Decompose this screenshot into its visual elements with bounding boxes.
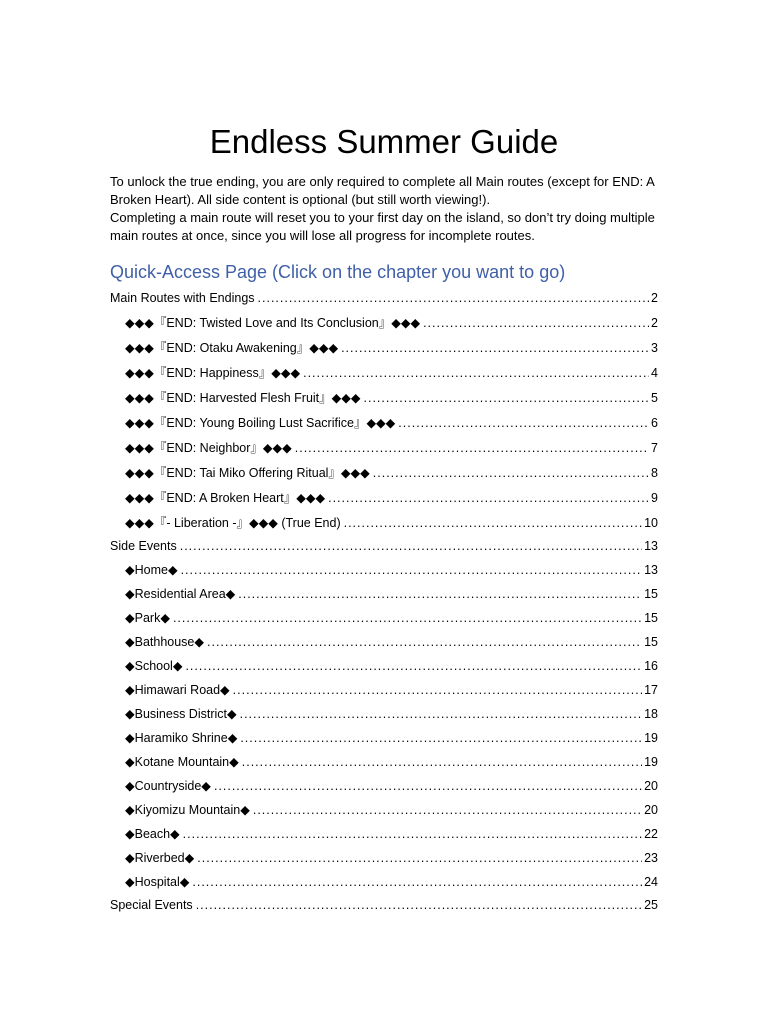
toc-entry-harvested-flesh-fruit[interactable] [110,381,658,406]
document-title: Endless Summer Guide [209,123,559,160]
toc-entry-park[interactable] [110,602,658,626]
table-of-contents [110,283,658,913]
toc-page-number: 2 [651,316,658,330]
toc-entry-label: ◆Kiyomizu Mountain◆ [125,803,250,817]
toc-entry-label: ◆Countryside◆ [125,779,211,793]
toc-entry-haramiko-shrine[interactable] [110,722,658,746]
toc-entry-label: ◆School◆ [125,659,183,673]
dot-leader [197,850,642,866]
toc-entry-label: ◆◆◆『END: Happiness』◆◆◆ [125,366,301,380]
toc-entry-label: Side Events [110,539,177,553]
toc-page-number: 15 [644,587,658,601]
intro-text [110,173,665,245]
toc-entry-label: ◆◆◆『END: Tai Miko Offering Ritual』◆◆◆ [125,466,370,480]
dot-leader [181,562,643,578]
toc-entry-residential-area[interactable] [110,578,658,602]
dot-leader [258,290,650,306]
toc-entry-kiyomizu-mountain[interactable] [110,794,658,818]
toc-entry-label: ◆Business District◆ [125,707,237,721]
toc-entry-label: Special Events [110,898,193,912]
toc-page-number: 13 [644,563,658,577]
toc-page-number: 20 [644,779,658,793]
toc-entry-label: ◆Kotane Mountain◆ [125,755,239,769]
toc-entry-label: ◆Riverbed◆ [125,851,195,865]
toc-entry-label: ◆Hospital◆ [125,875,190,889]
toc-page-number: 15 [644,635,658,649]
dot-leader [328,490,649,506]
toc-entry-special-events[interactable] [110,890,658,913]
dot-leader [303,365,649,381]
toc-page-number: 3 [651,341,658,355]
toc-entry-label: ◆◆◆『END: Otaku Awakening』◆◆◆ [125,341,339,355]
toc-entry-label: ◆◆◆『END: Young Boiling Lust Sacrifice』◆◆◆ [125,416,396,430]
toc-page-number: 24 [644,875,658,889]
toc-page-number: 23 [644,851,658,865]
toc-entry-countryside[interactable] [110,770,658,794]
toc-entry-label: ◆Bathhouse◆ [125,635,204,649]
toc-entry-himawari-road[interactable] [110,674,658,698]
toc-entry-happiness[interactable] [110,356,658,381]
toc-entry-broken-heart[interactable] [110,481,658,506]
toc-entry-label: ◆Himawari Road◆ [125,683,230,697]
toc-entry-label: ◆Home◆ [125,563,178,577]
toc-entry-label: ◆Haramiko Shrine◆ [125,731,238,745]
toc-entry-label: Main Routes with Endings [110,291,255,305]
toc-page-number: 19 [644,731,658,745]
toc-entry-beach[interactable] [110,818,658,842]
dot-leader [240,730,642,746]
toc-page-number: 4 [651,366,658,380]
dot-leader [183,826,642,842]
toc-page-number: 15 [644,611,658,625]
dot-leader [344,515,642,531]
dot-leader [185,658,642,674]
dot-leader [207,634,642,650]
toc-page-number: 19 [644,755,658,769]
intro-paragraph-2: Completing a main route will reset you to your first day on the island, so don’t try doing multiple main routes at once, since you will lose all progress for incomplete routes. [110,210,655,243]
toc-entry-main-routes[interactable] [110,283,658,306]
dot-leader [196,897,642,913]
toc-entry-young-boiling-lust[interactable] [110,406,658,431]
toc-entry-label: ◆Residential Area◆ [125,587,236,601]
dot-leader [295,440,649,456]
toc-page-number: 10 [644,516,658,530]
dot-leader [238,586,642,602]
dot-leader [180,538,642,554]
toc-entry-label: ◆◆◆『END: Twisted Love and Its Conclusion』◆◆◆ [125,316,421,330]
toc-page-number: 25 [644,898,658,912]
dot-leader [233,682,642,698]
toc-entry-hospital[interactable] [110,866,658,890]
dot-leader [192,874,642,890]
dot-leader [341,340,649,356]
toc-entry-label: ◆◆◆『- Liberation -』◆◆◆ (True End) [125,516,341,530]
dot-leader [253,802,642,818]
dot-leader [398,415,649,431]
toc-entry-bathhouse[interactable] [110,626,658,650]
dot-leader [373,465,649,481]
toc-entry-kotane-mountain[interactable] [110,746,658,770]
toc-entry-otaku-awakening[interactable] [110,331,658,356]
toc-entry-school[interactable] [110,650,658,674]
toc-heading: Quick-Access Page (Click on the chapter you want to go) [110,262,566,282]
toc-entry-label: ◆Park◆ [125,611,170,625]
toc-page-number: 20 [644,803,658,817]
dot-leader [364,390,650,406]
toc-page-number: 2 [651,291,658,305]
dot-leader [214,778,642,794]
toc-page-number: 9 [651,491,658,505]
toc-entry-label: ◆Beach◆ [125,827,180,841]
toc-entry-label: ◆◆◆『END: Harvested Flesh Fruit』◆◆◆ [125,391,361,405]
toc-page-number: 8 [651,466,658,480]
toc-entry-side-events[interactable] [110,531,658,554]
toc-entry-business-district[interactable] [110,698,658,722]
toc-page-number: 6 [651,416,658,430]
toc-entry-riverbed[interactable] [110,842,658,866]
toc-entry-twisted-love[interactable] [110,306,658,331]
toc-page-number: 18 [644,707,658,721]
toc-entry-label: ◆◆◆『END: A Broken Heart』◆◆◆ [125,491,326,505]
dot-leader [240,706,642,722]
toc-page-number: 22 [644,827,658,841]
dot-leader [242,754,642,770]
toc-page-number: 13 [644,539,658,553]
toc-entry-home[interactable] [110,554,658,578]
dot-leader [423,315,649,331]
toc-entry-tai-miko-ritual[interactable] [110,456,658,481]
toc-page-number: 7 [651,441,658,455]
toc-page-number: 16 [644,659,658,673]
intro-paragraph-1: To unlock the true ending, you are only required to complete all Main routes (except for END: A Broken Heart). All side content is optional (but still worth viewing!). [110,174,655,207]
toc-page-number: 17 [644,683,658,697]
toc-entry-neighbor[interactable] [110,431,658,456]
toc-page-number: 5 [651,391,658,405]
toc-entry-label: ◆◆◆『END: Neighbor』◆◆◆ [125,441,292,455]
dot-leader [173,610,642,626]
toc-entry-liberation[interactable] [110,506,658,531]
